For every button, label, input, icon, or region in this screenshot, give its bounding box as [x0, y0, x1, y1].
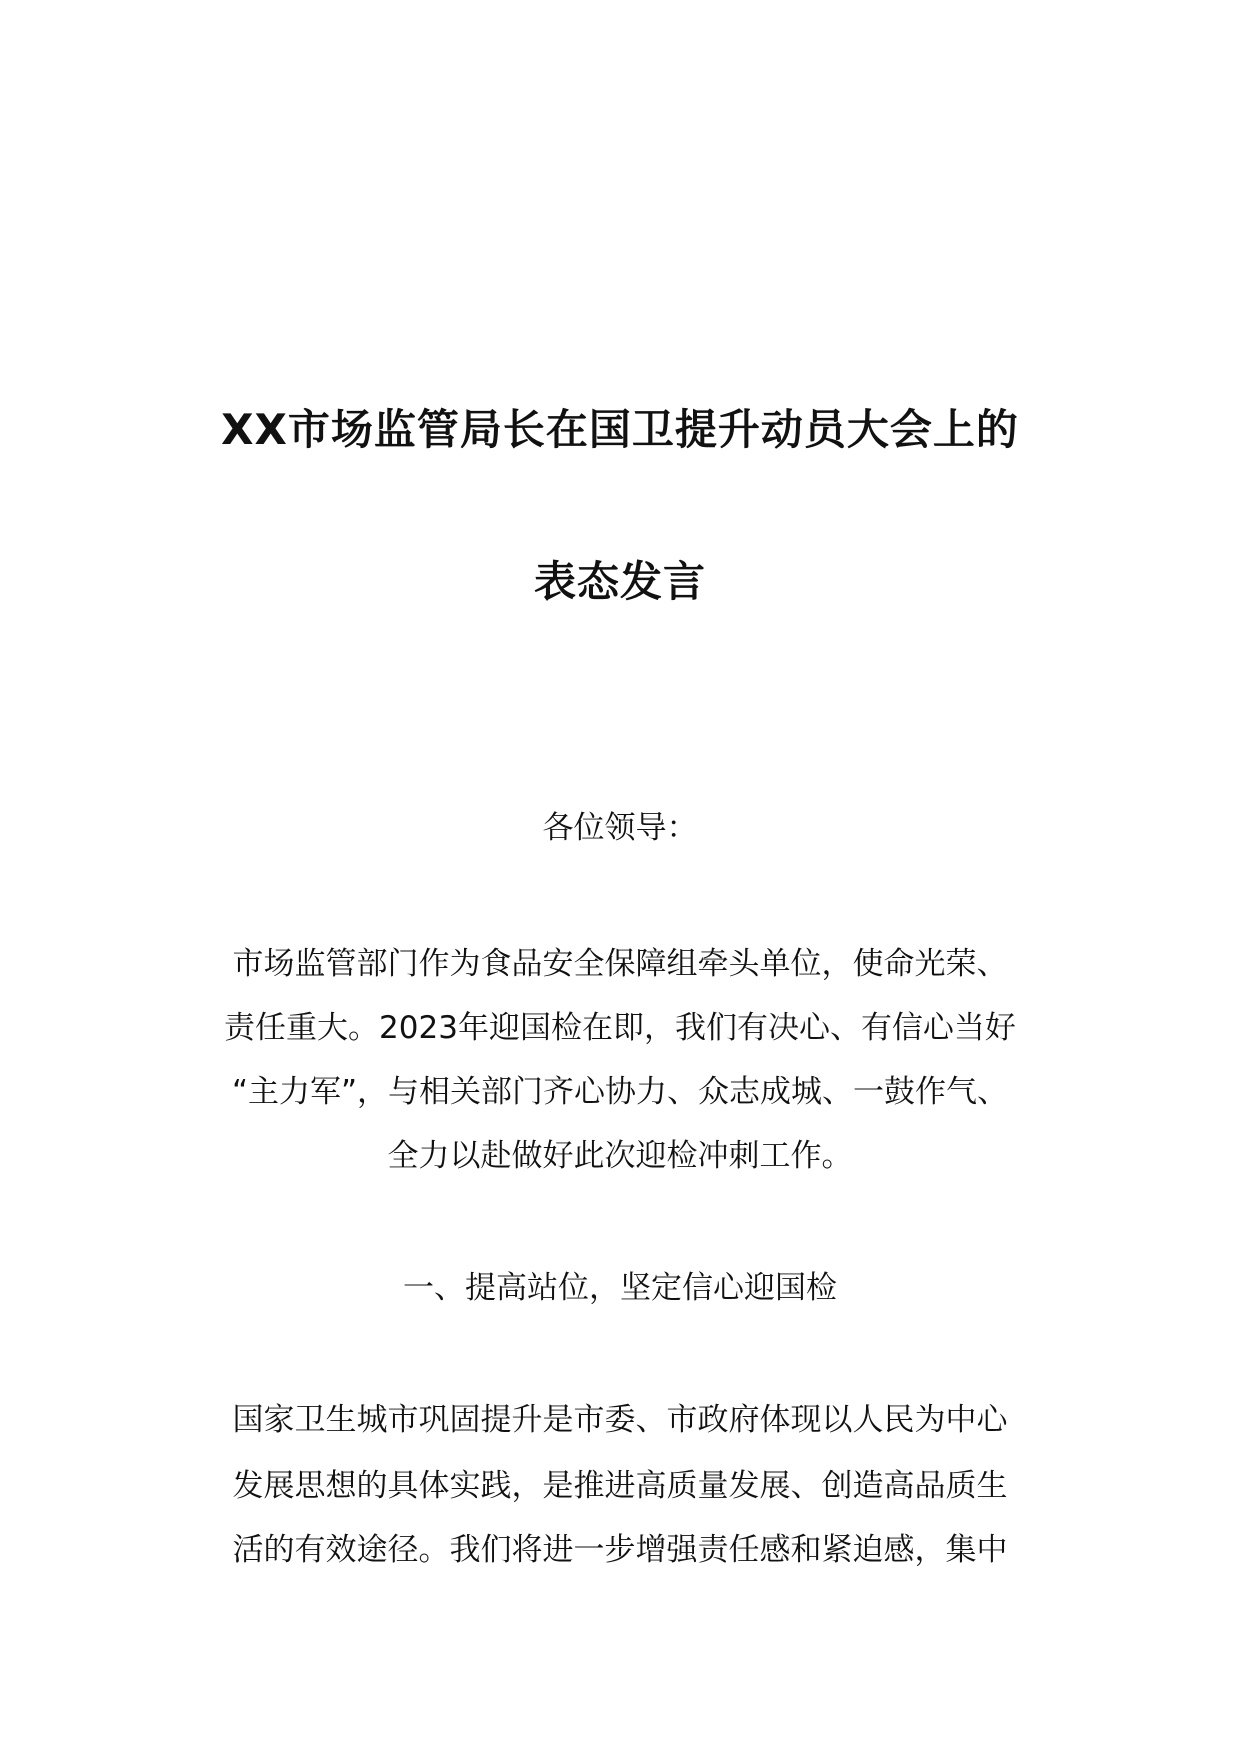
- paragraph-2-line-2: 发展思想的具体实践，是推进高质量发展、创造高品质生: [232, 1468, 1008, 1504]
- paragraph-2-line-1: 国家卫生城市巩固提升是市委、市政府体现以人民为中心: [232, 1402, 1008, 1438]
- paragraph-1-line-2: 责任重大。2023年迎国检在即，我们有决心、有信心当好: [224, 1010, 1016, 1046]
- paragraph-1-line-1: 市场监管部门作为食品安全保障组牵头单位，使命光荣、: [232, 946, 1008, 982]
- paragraph-1-line-4: 全力以赴做好此次迎检冲刺工作。: [387, 1138, 853, 1174]
- document-title-line-2: 表态发言: [533, 557, 706, 606]
- section-1-heading: 一、提高站位，坚定信心迎国检: [403, 1270, 837, 1306]
- paragraph-2-line-3: 活的有效途径。我们将进一步增强责任感和紧迫感，集中: [232, 1532, 1008, 1568]
- document-title-line-1: XX市场监管局长在国卫提升动员大会上的: [221, 405, 1019, 454]
- paragraph-1-line-3: “主力军”，与相关部门齐心协力、众志成城、一鼓作气、: [231, 1074, 1009, 1110]
- salutation: 各位领导：: [542, 810, 698, 846]
